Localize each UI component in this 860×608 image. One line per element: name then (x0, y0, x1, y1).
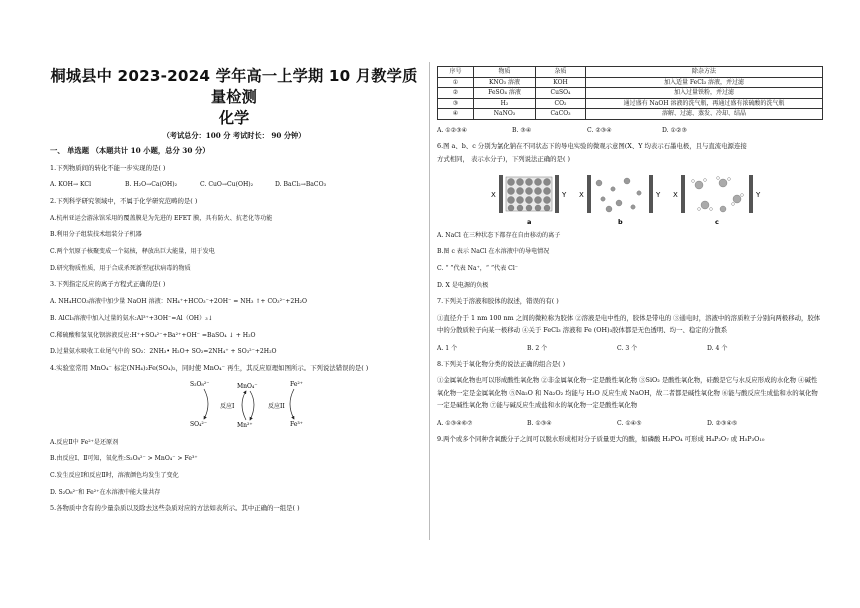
reaction-cycle-diagram (50, 376, 418, 430)
question-7-stem: 7.下列关于溶液和胶体的叙述，错误的有( ) (437, 297, 559, 306)
option-a[interactable]: A.反应Ⅱ中 Fe²⁺是还原剂 (50, 438, 119, 446)
option-b[interactable]: B. ③④ (512, 126, 532, 134)
table-cell: FeSO₄ 溶液 (474, 88, 536, 99)
question-1-stem: 1.下列物质间的转化不能一步实现的是( ) (50, 163, 166, 172)
option-a[interactable]: A. 1 个 (437, 344, 458, 352)
option-a[interactable]: A.杭州亚运会游泳馆采用的覆盖膜是为先进的 EFET 膜，具有防火、抗老化等功能 (50, 214, 273, 222)
option-d[interactable]: D. ②③④⑤ (707, 419, 738, 427)
option-b[interactable]: B. AlCl₃溶液中加入过量的氨水:Al³⁺+3OH⁻=Al（OH）₃↓ (50, 314, 213, 322)
diagram-c-label: c (715, 217, 719, 226)
question-4-stem: 4.实验室常用 MnO₄⁻ 标定(NH₄)₂Fe(SO₄)₂，同时使 MnO₄⁻ 再生，其反应原理如图所示。下列说法错误的是( ) (50, 363, 369, 372)
table-cell: ③ (438, 98, 474, 109)
table-header: 序号 (438, 67, 474, 78)
option-a[interactable]: A. NH₄HCO₃溶液中加少量 NaOH 溶液：NH₄⁺+HCO₃⁻+2OH⁻ = NH₃ ↑+ CO₃²⁻+2H₂O (50, 298, 307, 306)
table-cell: KOH (536, 77, 586, 88)
question-8-body: ①金属氧化物也可以形成酸性氧化物 ②非金属氧化物一定是酸性氧化物 ③SiO₂ 是酸性氧化物，硅酸是它与水反应形成的水化物 ④碱性氧化物一定是金属氧化物 ⑤Na₂O 和 Na₂O₂ 均能与 H₂O 反应生成 NaOH，故二者都是碱性氧化物 ⑥能与酸反应生成盐和水的氧化物一定是碱性氧化物 ⑦能与碱反应生成盐和水的氧化物一定是酸性氧化物 (437, 376, 818, 409)
table-cell: 溶解、过滤、蒸发、冷却、结晶 (586, 109, 823, 120)
table-cell: CuSO₄ (536, 88, 586, 99)
table-header: 物质 (474, 67, 536, 78)
table-cell: CO₂ (536, 98, 586, 109)
question-7-body: ①直径介于 1 nm 100 nm 之间的微粒称为胶体 ②溶液是电中性的，胶体是带电的 ③通电时，溶液中的溶质粒子分别向两极移动，胶体中的分散质粒子向某一极移动 ④关于 FeCl₃ 溶液和 Fe (OH)₃胶体都是无色透明、均一、稳定的分散系 (437, 313, 821, 334)
diagram-b-label: b (618, 217, 623, 226)
option-b[interactable]: B.由反应Ⅰ、Ⅱ可知，氧化性:S₂O₈²⁻ > MnO₄⁻ > Fe³⁺ (50, 455, 198, 463)
subject-title: 化学 (218, 109, 250, 127)
option-a[interactable]: A. ①②③④ (437, 126, 468, 134)
conductivity-diagrams (437, 169, 823, 229)
electrode-x-label: X (491, 190, 496, 199)
question-8-options (437, 419, 823, 428)
option-d[interactable]: D. X 是电源的负极 (437, 281, 489, 289)
electrode-y (649, 175, 653, 213)
option-c[interactable]: C. CuO→Cu(OH)₂ (200, 181, 254, 189)
fe2-label: Fe²⁺ (290, 381, 303, 389)
option-d[interactable]: D. ①②③ (662, 126, 687, 134)
option-d[interactable]: D. S₂O₈²⁻和 Fe²⁺在水溶液中能大量共存 (50, 488, 161, 496)
option-c[interactable]: C. “ ”代表 Na⁺，“ ”代表 Cl⁻ (437, 265, 519, 273)
reaction-1-label: 反应I (220, 403, 235, 411)
option-b[interactable]: B.图 c 表示 NaCl 在水溶液中的导电情况 (437, 248, 550, 256)
so4-label: SO₄²⁻ (190, 421, 208, 429)
option-c[interactable]: C.发生反应Ⅰ和反应Ⅱ时，溶液颜色均发生了变化 (50, 472, 179, 480)
option-b[interactable]: B. H₂O→Ca(OH)₂ (125, 181, 178, 189)
table-cell: ② (438, 88, 474, 99)
impurity-table (437, 66, 823, 120)
diagram-a-label: a (527, 217, 532, 226)
electrode-y-label: Y (756, 190, 761, 199)
question-9-stem: 9.两个或多个同种含氧酸分子之间可以脱水形成相对分子质量更大的酸，如磷酸 H₃PO₄ 可形成 H₄P₂O₇ 或 H₅P₃O₁₀ (437, 435, 765, 444)
table-cell: CaCO₃ (536, 109, 586, 120)
electrode-x-label: X (673, 190, 678, 199)
arrow-mno4-to-mn2 (250, 391, 254, 420)
question-3-stem: 3.下列指定反应的离子方程式正确的是( ) (50, 280, 166, 289)
diagram-c (673, 175, 761, 226)
table-header-row (438, 67, 823, 78)
table-row (438, 98, 823, 109)
electrode-x (587, 175, 591, 213)
column-divider (429, 62, 430, 540)
electrode-y-label: Y (656, 190, 661, 199)
s2o8-label: S₂O₈²⁻ (190, 381, 210, 389)
option-a[interactable]: A. ①③④⑥⑦ (437, 419, 473, 427)
question-6-stem-line2: 方式相同， 表示水分子)，下列说法正确的是( ) (437, 155, 570, 164)
electrode-y (749, 175, 753, 213)
electrode-x (499, 175, 503, 213)
diagram-a (491, 175, 567, 226)
option-a[interactable]: A. KOH→ KCl (50, 181, 92, 189)
table-cell: 通过盛有 NaOH 溶液的洗气瓶，再通过盛有浓硫酸的洗气瓶 (586, 98, 823, 109)
diagram-b (579, 175, 661, 226)
arrow-fe2-to-fe3 (290, 389, 294, 419)
exam-title: 桐城县中 2023-2024 学年高一上学期 10 月教学质量检测 (50, 67, 418, 106)
arrow-mn2-to-mno4 (242, 391, 246, 420)
electrode-y (555, 175, 559, 213)
reaction-cycle-svg (50, 376, 418, 430)
question-7-options (437, 344, 823, 353)
fe3-label: Fe³⁺ (290, 421, 303, 429)
table-header: 杂质 (536, 67, 586, 78)
table-cell: NaNO₃ (474, 109, 536, 120)
mn2-label: Mn²⁺ (237, 422, 253, 430)
question-5-stem: 5.各物质中含有的少量杂质以及除去这些杂质对应的方法如表所示。其中正确的一组是( ) (50, 504, 300, 513)
table-row (438, 109, 823, 120)
option-d[interactable]: D.过量氨水吸收工业尾气中的 SO₂：2NH₃• H₂O+ SO₂=2NH₄⁺ + SO₃²⁻+2H₂O (50, 348, 277, 356)
conductivity-svg (437, 169, 823, 229)
right-column (437, 66, 823, 444)
electrode-x (681, 175, 685, 213)
option-c[interactable]: C.稀硫酸和氢氧化钡溶液反应:H⁺+SO₄²⁻+Ba²⁺+OH⁻ =BaSO₄ ↓ + H₂O (50, 331, 256, 339)
option-c[interactable]: C. ①④⑤ (617, 419, 642, 427)
option-c[interactable]: C. ②③④ (587, 126, 612, 134)
electrode-y-label: Y (562, 190, 567, 199)
question-2-stem: 2.下列科学研究领域中，不属于化学研究范畴的是( ) (50, 196, 198, 205)
option-d[interactable]: D. BaCl₂→BaCO₃ (275, 181, 327, 189)
table-cell: 加入过量铁粉，并过滤 (586, 88, 823, 99)
left-column (50, 66, 418, 514)
table-cell: ① (438, 77, 474, 88)
question-5-options (437, 126, 823, 135)
question-8-stem: 8.下列关于氧化物分类的说法正确的组合是( ) (437, 360, 566, 369)
table-cell: H₂ (474, 98, 536, 109)
table-header: 除杂方法 (586, 67, 823, 78)
option-c[interactable]: C. 3 个 (617, 344, 638, 352)
table-row (438, 88, 823, 99)
option-c[interactable]: C.两个氘原子核聚变成一个氦核，释放出巨大能量，用于发电 (50, 248, 215, 256)
section-heading: 一、 单选题 （本题共计 10 小题，总分 30 分） (50, 146, 210, 155)
option-b[interactable]: B. ①③④ (527, 419, 552, 427)
option-d[interactable]: D. 4 个 (707, 344, 728, 352)
mno4-label: MnO₄⁻ (237, 383, 258, 391)
table-cell: KNO₃ 溶液 (474, 77, 536, 88)
option-d[interactable]: D.研究物质性质，用于合成杀死新型冠状病毒的物质 (50, 264, 191, 272)
table-row (438, 77, 823, 88)
question-1-options (50, 180, 418, 189)
reaction-2-label: 反应II (268, 403, 285, 411)
option-a[interactable]: A. NaCl 在三种状态下都存在自由移动的离子 (437, 231, 561, 239)
electrode-x-label: X (579, 190, 584, 199)
question-6-stem-line1: 6.图 a、b、c 分别为氯化钠在不同状态下的导电实验的微观示意图(X、Y 均表示石墨电极，且与直流电源连接 (437, 142, 747, 151)
option-b[interactable]: B.利用分子组装技术组装分子机器 (50, 231, 142, 239)
option-b[interactable]: B. 2 个 (527, 344, 548, 352)
table-cell: 加入适量 FeCl₃ 溶液，并过滤 (586, 77, 823, 88)
exam-info: （考试总分：100 分 考试时长： 90 分钟） (162, 131, 306, 140)
table-cell: ④ (438, 109, 474, 120)
arrow-s2o8-to-so4 (204, 389, 208, 419)
